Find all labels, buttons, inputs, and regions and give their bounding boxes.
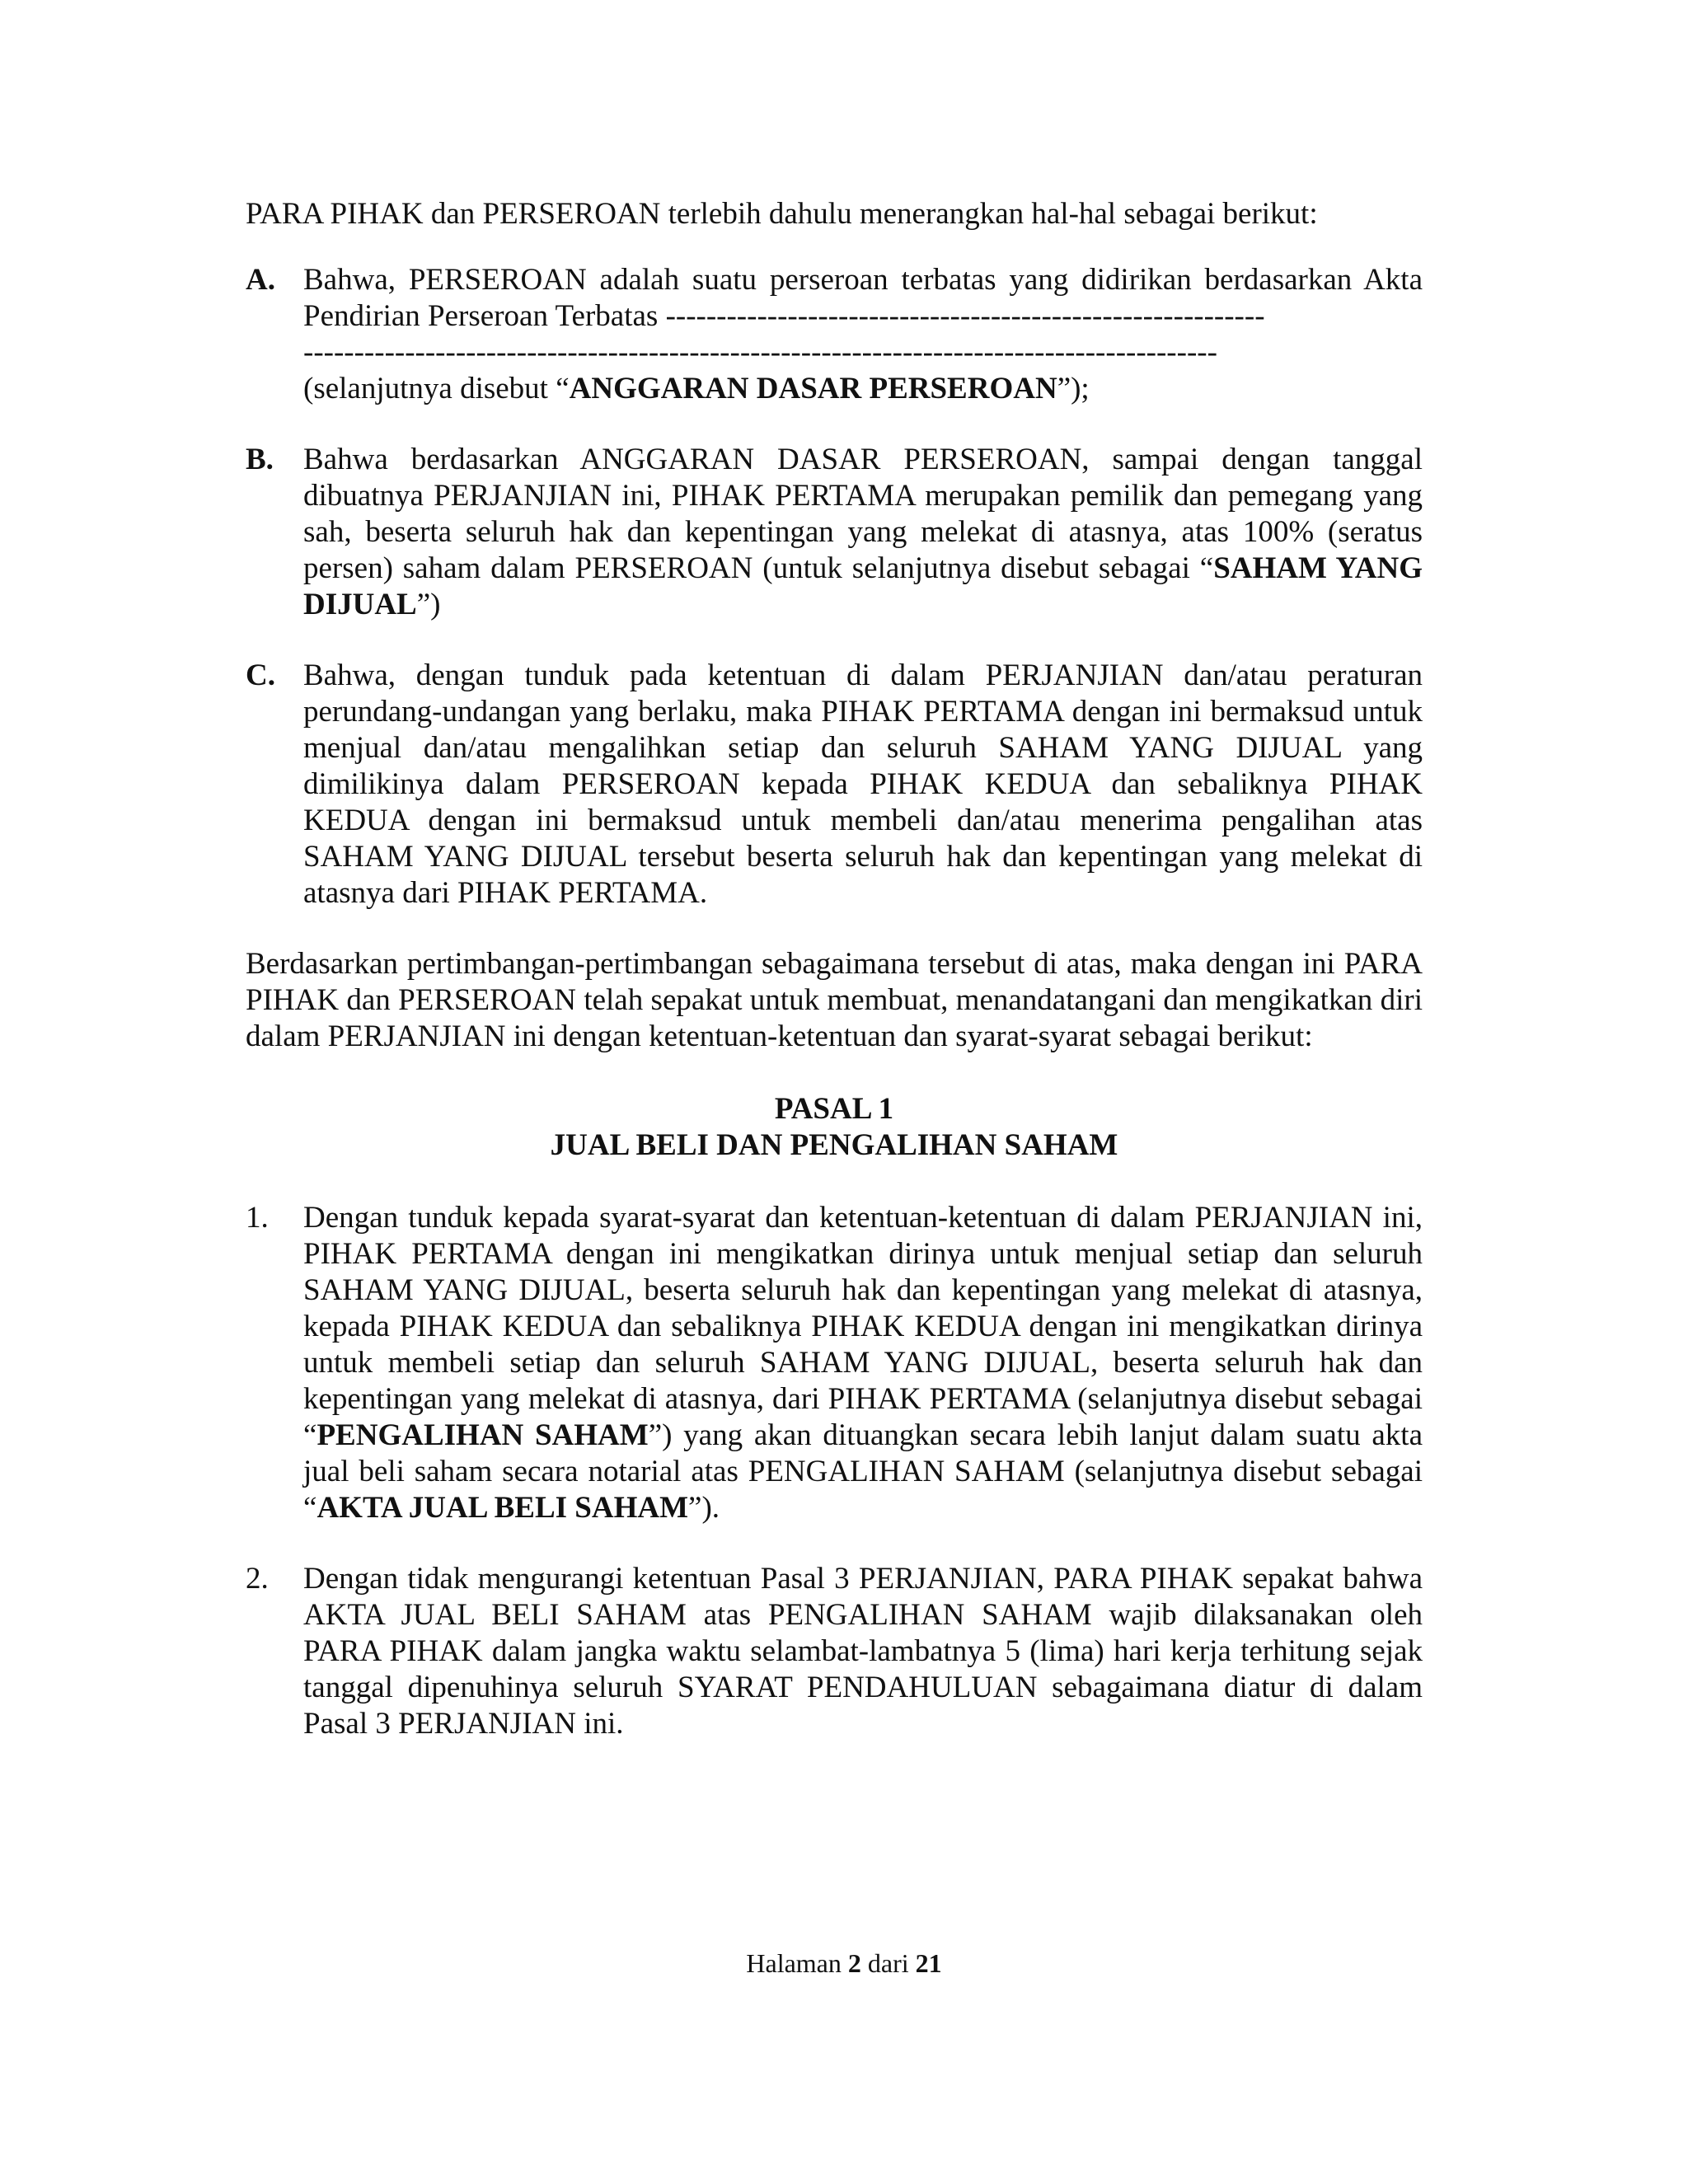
recital-body [303,442,1423,623]
article-title: JUAL BELI DAN PENGALIHAN SAHAM [550,1128,1118,1162]
intro-paragraph: PARA PIHAK dan PERSEROAN terlebih dahulu menerangkan hal-hal sebagai berikut: [246,197,1318,231]
closing-paragraph: Berdasarkan pertimbangan-pertimbangan sebagaimana tersebut di atas, maka dengan ini PARA PIHAK dan PERSEROAN telah sepakat untuk membuat, menandatangani dan mengikatkan diri dalam PERJANJIAN ini dengan ketentuan-ketentuan dan syarat-syarat sebagai berikut: [246,947,1423,1053]
footer-middle: dari [867,1948,909,1978]
footer-page-number: 2 [847,1948,861,1978]
document-page [246,196,1423,1777]
dash-filler-line: ------------------------------------------------------------------------------------------ [303,335,1217,369]
clause-body [303,1561,1423,1742]
clause-marker: 2. [246,1562,269,1596]
article-number: PASAL 1 [774,1092,894,1126]
recital-body [303,658,1423,912]
clause-1 [246,1200,1423,1526]
recital-text [303,442,1423,623]
recital-marker: B. [246,443,274,476]
clause-text-suffix: ”). [688,1491,720,1525]
definition-prefix: (selanjutnya disebut “ [303,372,570,405]
recital-text-part: Bahwa berdasarkan ANGGARAN DASAR PERSEROAN, sampai dengan tanggal dibuatnya PERJANJIAN ini, PIHAK PERTAMA merupakan pemilik dan pemegang yang sah, beserta seluruh hak dan kepentingan yang melekat di atasnya, atas 100% (seratus persen) saham dalam PERSEROAN (untuk selanjutnya disebut sebagai “ [303,443,1423,585]
clause-text: Dengan tidak mengurangi ketentuan Pasal 3 PERJANJIAN, PARA PIHAK sepakat bahwa AKTA JUAL BELI SAHAM atas PENGALIHAN SAHAM wajib dilaksanakan oleh PARA PIHAK dalam jangka waktu selambat-lambatnya 5 (lima) hari kerja terhitung sejak tanggal dipenuhinya seluruh SYARAT PENDAHULUAN sebagaimana diatur di dalam Pasal 3 PERJANJIAN ini. [303,1562,1423,1741]
page-footer [0,1948,1688,1979]
footer-total-pages: 21 [915,1948,942,1978]
defined-term: PENGALIHAN SAHAM [316,1418,649,1452]
recital-text [303,262,1423,335]
recital-a [246,262,1423,407]
clause-2 [246,1561,1423,1742]
defined-term: SAHAM YANG DIJUAL [303,551,1423,621]
recital-body [303,262,1423,407]
recital-definition [303,371,1423,407]
recital-marker: A. [246,263,275,297]
clause-text-part: Dengan tunduk kepada syarat-syarat dan ketentuan-ketentuan di dalam PERJANJIAN ini, PIHAK PERTAMA dengan ini mengikatkan dirinya untuk menjual setiap dan seluruh SAHAM YANG DIJUAL, beserta seluruh hak dan kepentingan yang melekat di atasnya, kepada PIHAK KEDUA dan sebaliknya PIHAK KEDUA dengan ini mengikatkan dirinya untuk membeli setiap dan seluruh SAHAM YANG DIJUAL, beserta seluruh hak dan kepentingan yang melekat di atasnya, dari PIHAK PERTAMA (selanjutnya disebut sebagai “ [303,1201,1423,1452]
article-heading [246,1091,1423,1164]
recital-marker: C. [246,658,275,692]
defined-term: ANGGARAN DASAR PERSEROAN [569,372,1057,405]
clause-text-part: ”) yang akan dituangkan secara lebih lanjut dalam suatu akta jual beli saham secara notarial atas PENGALIHAN SAHAM (selanjutnya disebut sebagai “ [303,1418,1423,1525]
recital-text-part: Bahwa, PERSEROAN adalah suatu perseroan terbatas yang didirikan berdasarkan Akta Pendirian Perseroan Terbatas [303,263,1423,333]
defined-term: AKTA JUAL BELI SAHAM [316,1491,689,1525]
clause-marker: 1. [246,1201,269,1235]
footer-prefix: Halaman [746,1948,842,1978]
dash-filler: ----------------------------------------------------------- [665,299,1265,333]
clause-body [303,1200,1423,1526]
definition-suffix: ”); [1057,372,1090,405]
clause-text [303,1200,1423,1526]
recital-text: Bahwa, dengan tunduk pada ketentuan di dalam PERJANJIAN dan/atau peraturan perundang-undangan yang berlaku, maka PIHAK PERTAMA dengan ini bermaksud untuk menjual dan/atau mengalihkan setiap dan seluruh SAHAM YANG DIJUAL yang dimilikinya dalam PERSEROAN kepada PIHAK KEDUA dan sebaliknya PIHAK KEDUA dengan ini bermaksud untuk membeli dan/atau menerima pengalihan atas SAHAM YANG DIJUAL tersebut beserta seluruh hak dan kepentingan yang melekat di atasnya dari PIHAK PERTAMA. [303,658,1423,910]
recital-b [246,442,1423,623]
recital-text-suffix: ”) [416,588,441,621]
recital-c [246,658,1423,912]
